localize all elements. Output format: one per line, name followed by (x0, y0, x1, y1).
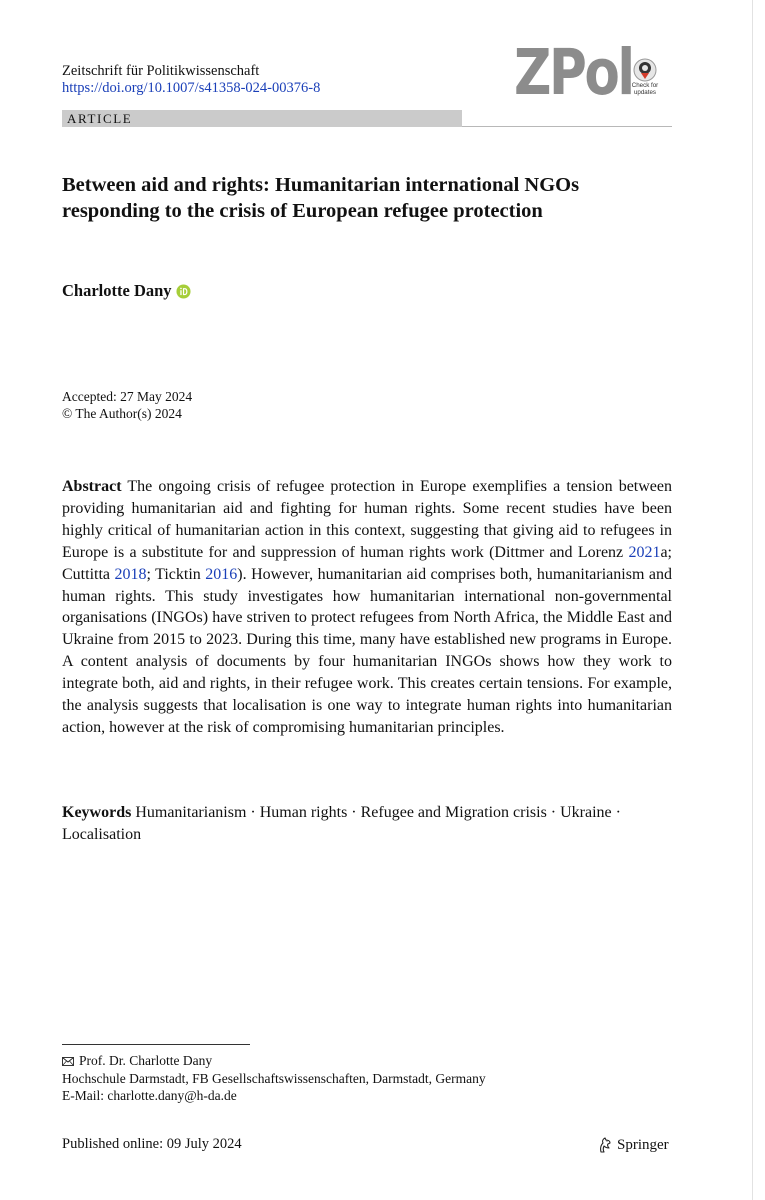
abstract-text-3: ; Ticktin (146, 565, 206, 583)
check-updates-icon (633, 58, 657, 82)
published-date: Published online: 09 July 2024 (62, 1136, 242, 1152)
keywords-list: Humanitarianism · Human rights · Refugee and Migration crisis · Ukraine · Localisation (62, 804, 621, 843)
check-for-updates-badge[interactable] (626, 56, 664, 100)
orcid-icon[interactable] (176, 284, 191, 299)
copyright-line: © The Author(s) 2024 (62, 406, 182, 421)
author-name[interactable]: Charlotte Dany (62, 281, 172, 300)
journal-name: Zeitschrift für Politikwissenschaft (62, 63, 260, 79)
abstract (62, 476, 672, 739)
affiliation: Hochschule Darmstadt, FB Gesellschaftswissenschaften, Darmstadt, Germany (62, 1070, 486, 1086)
article-dates (62, 388, 192, 422)
article-type-label: ARTICLE (67, 111, 133, 126)
check-updates-line2: updates (633, 88, 656, 96)
abstract-label: Abstract (62, 478, 122, 495)
citation-link[interactable]: 2021 (628, 543, 661, 561)
citation-link[interactable]: 2016 (205, 565, 238, 583)
email-label: E-Mail: (62, 1088, 108, 1103)
contact-block (62, 1052, 486, 1105)
header-rule (462, 126, 672, 127)
citation-link[interactable]: 2018 (114, 565, 147, 583)
author-line (62, 281, 191, 301)
publisher-logo (596, 1136, 669, 1154)
abstract-text-1: The ongoing crisis of refugee protection in Europe exemplifies a tension between providing humanitarian aid and fighting for human rights. Some recent studies have been highly critical of humanitarian action in this context, suggesting that giving aid to refugees in Europe is a substitute for and suppression of human rights work (Dittmer and Lorenz (62, 478, 672, 561)
keywords-label: Keywords (62, 804, 132, 821)
abstract-text-4: ). However, humanitarian aid comprises both, humanitarianism and human rights. This study investigates how humanitarian international non-governmental organisations (INGOs) have striven to protect refugees from North Africa, the Middle East and Ukraine from 2015 to 2023. During this time, many have established new programs in Europe. A content analysis of documents by four humanitarian INGOs shows how they work to integrate both, aid and rights, in their refugee work. This creates certain tensions. For example, the analysis suggests that localisation is one way to integrate human rights into humanitarian action, however at the risk of compromising humanitarian principles. (62, 565, 672, 736)
abstract-text-2: a; Cuttitta (62, 543, 672, 583)
springer-horse-icon (596, 1136, 614, 1154)
page-edge (752, 0, 753, 1200)
publisher-name: Springer (617, 1137, 669, 1153)
email-address[interactable]: charlotte.dany@h-da.de (107, 1088, 237, 1103)
accepted-date: Accepted: 27 May 2024 (62, 389, 193, 404)
keywords (62, 802, 672, 846)
envelope-icon (62, 1057, 74, 1066)
contact-name: Prof. Dr. Charlotte Dany (79, 1053, 213, 1068)
article-title: Between aid and rights: Humanitarian international NGOs responding to the crisis of European refugee protection (62, 174, 580, 222)
check-updates-line1: Check for (631, 82, 659, 89)
footnote-rule (62, 1044, 250, 1045)
journal-logo: ZPol (514, 36, 633, 109)
doi-link[interactable]: https://doi.org/10.1007/s41358-024-00376-8 (62, 80, 321, 96)
